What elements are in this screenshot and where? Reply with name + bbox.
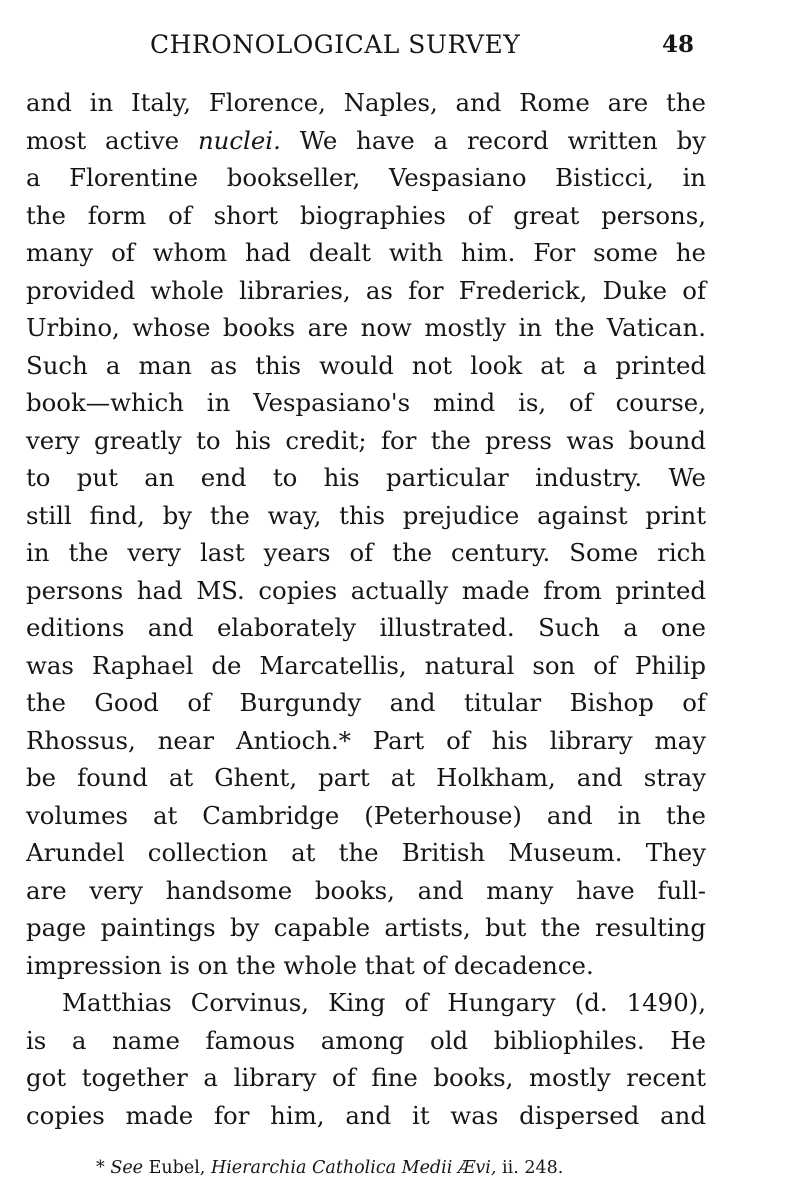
footnote	[96, 1154, 676, 1182]
text-line: persons had MS. copies actually made from printed	[26, 575, 706, 605]
text-line: editions and elaborately illustrated. Such a one	[26, 613, 706, 642]
text-line: Urbino, whose books are now mostly in the Vatican.	[26, 313, 706, 342]
text-line: are very handsome books, and many have full-	[26, 875, 706, 905]
footnote-see: See	[110, 1158, 144, 1178]
text-line: a Florentine bookseller, Vespasiano Bisticci, in	[26, 163, 706, 192]
text-line: Matthias Corvinus, King of Hungary (d. 1490),	[62, 988, 706, 1017]
footnote-marker: *	[96, 1158, 105, 1178]
page-number: 48	[662, 31, 695, 58]
text-line: and in Italy, Florence, Naples, and Rome are the	[26, 88, 706, 117]
text-line: many of whom had dealt with him. For some he	[26, 238, 706, 267]
running-title: CHRONOLOGICAL SURVEY	[150, 30, 521, 59]
text-line: Rhossus, near Antioch.* Part of his library may	[26, 725, 706, 755]
text-line: very greatly to his credit; for the press was bound	[26, 425, 706, 455]
text-line: was Raphael de Marcatellis, natural son of Philip	[26, 650, 706, 680]
text-line: is a name famous among old bibliophiles. He	[26, 1025, 706, 1055]
text-line: impression is on the whole that of decadence.	[26, 950, 594, 980]
text-line: book—which in Vespasiano's mind is, of course,	[26, 388, 706, 417]
text-line: to put an end to his particular industry. We	[26, 463, 706, 492]
running-header	[0, 30, 786, 66]
footnote-ref: ii. 248.	[502, 1158, 564, 1178]
text-line: got together a library of fine books, mostly recent	[26, 1063, 706, 1092]
text-line: Arundel collection at the British Museum. They	[26, 838, 706, 867]
text-line: page paintings by capable artists, but the resulting	[26, 913, 706, 942]
text-line: provided whole libraries, as for Frederick, Duke of	[26, 275, 706, 305]
text-line: volumes at Cambridge (Peterhouse) and in the	[26, 800, 706, 830]
footnote-work: Hierarchia Catholica Medii Ævi,	[210, 1158, 497, 1178]
text-line: the form of short biographies of great persons,	[26, 200, 706, 230]
footnote-author: Eubel,	[148, 1158, 206, 1178]
text-line: in the very last years of the century. Some rich	[26, 538, 706, 567]
italic-term: nuclei.	[197, 125, 281, 155]
text-line: most active nuclei. We have a record written by	[26, 125, 706, 155]
text-line: still find, by the way, this prejudice against print	[26, 500, 706, 530]
text-line: copies made for him, and it was dispersed and	[26, 1100, 706, 1130]
text-line: the Good of Burgundy and titular Bishop of	[26, 688, 706, 717]
text-line: be found at Ghent, part at Holkham, and stray	[26, 763, 706, 792]
text-line: Such a man as this would not look at a printed	[26, 350, 706, 380]
